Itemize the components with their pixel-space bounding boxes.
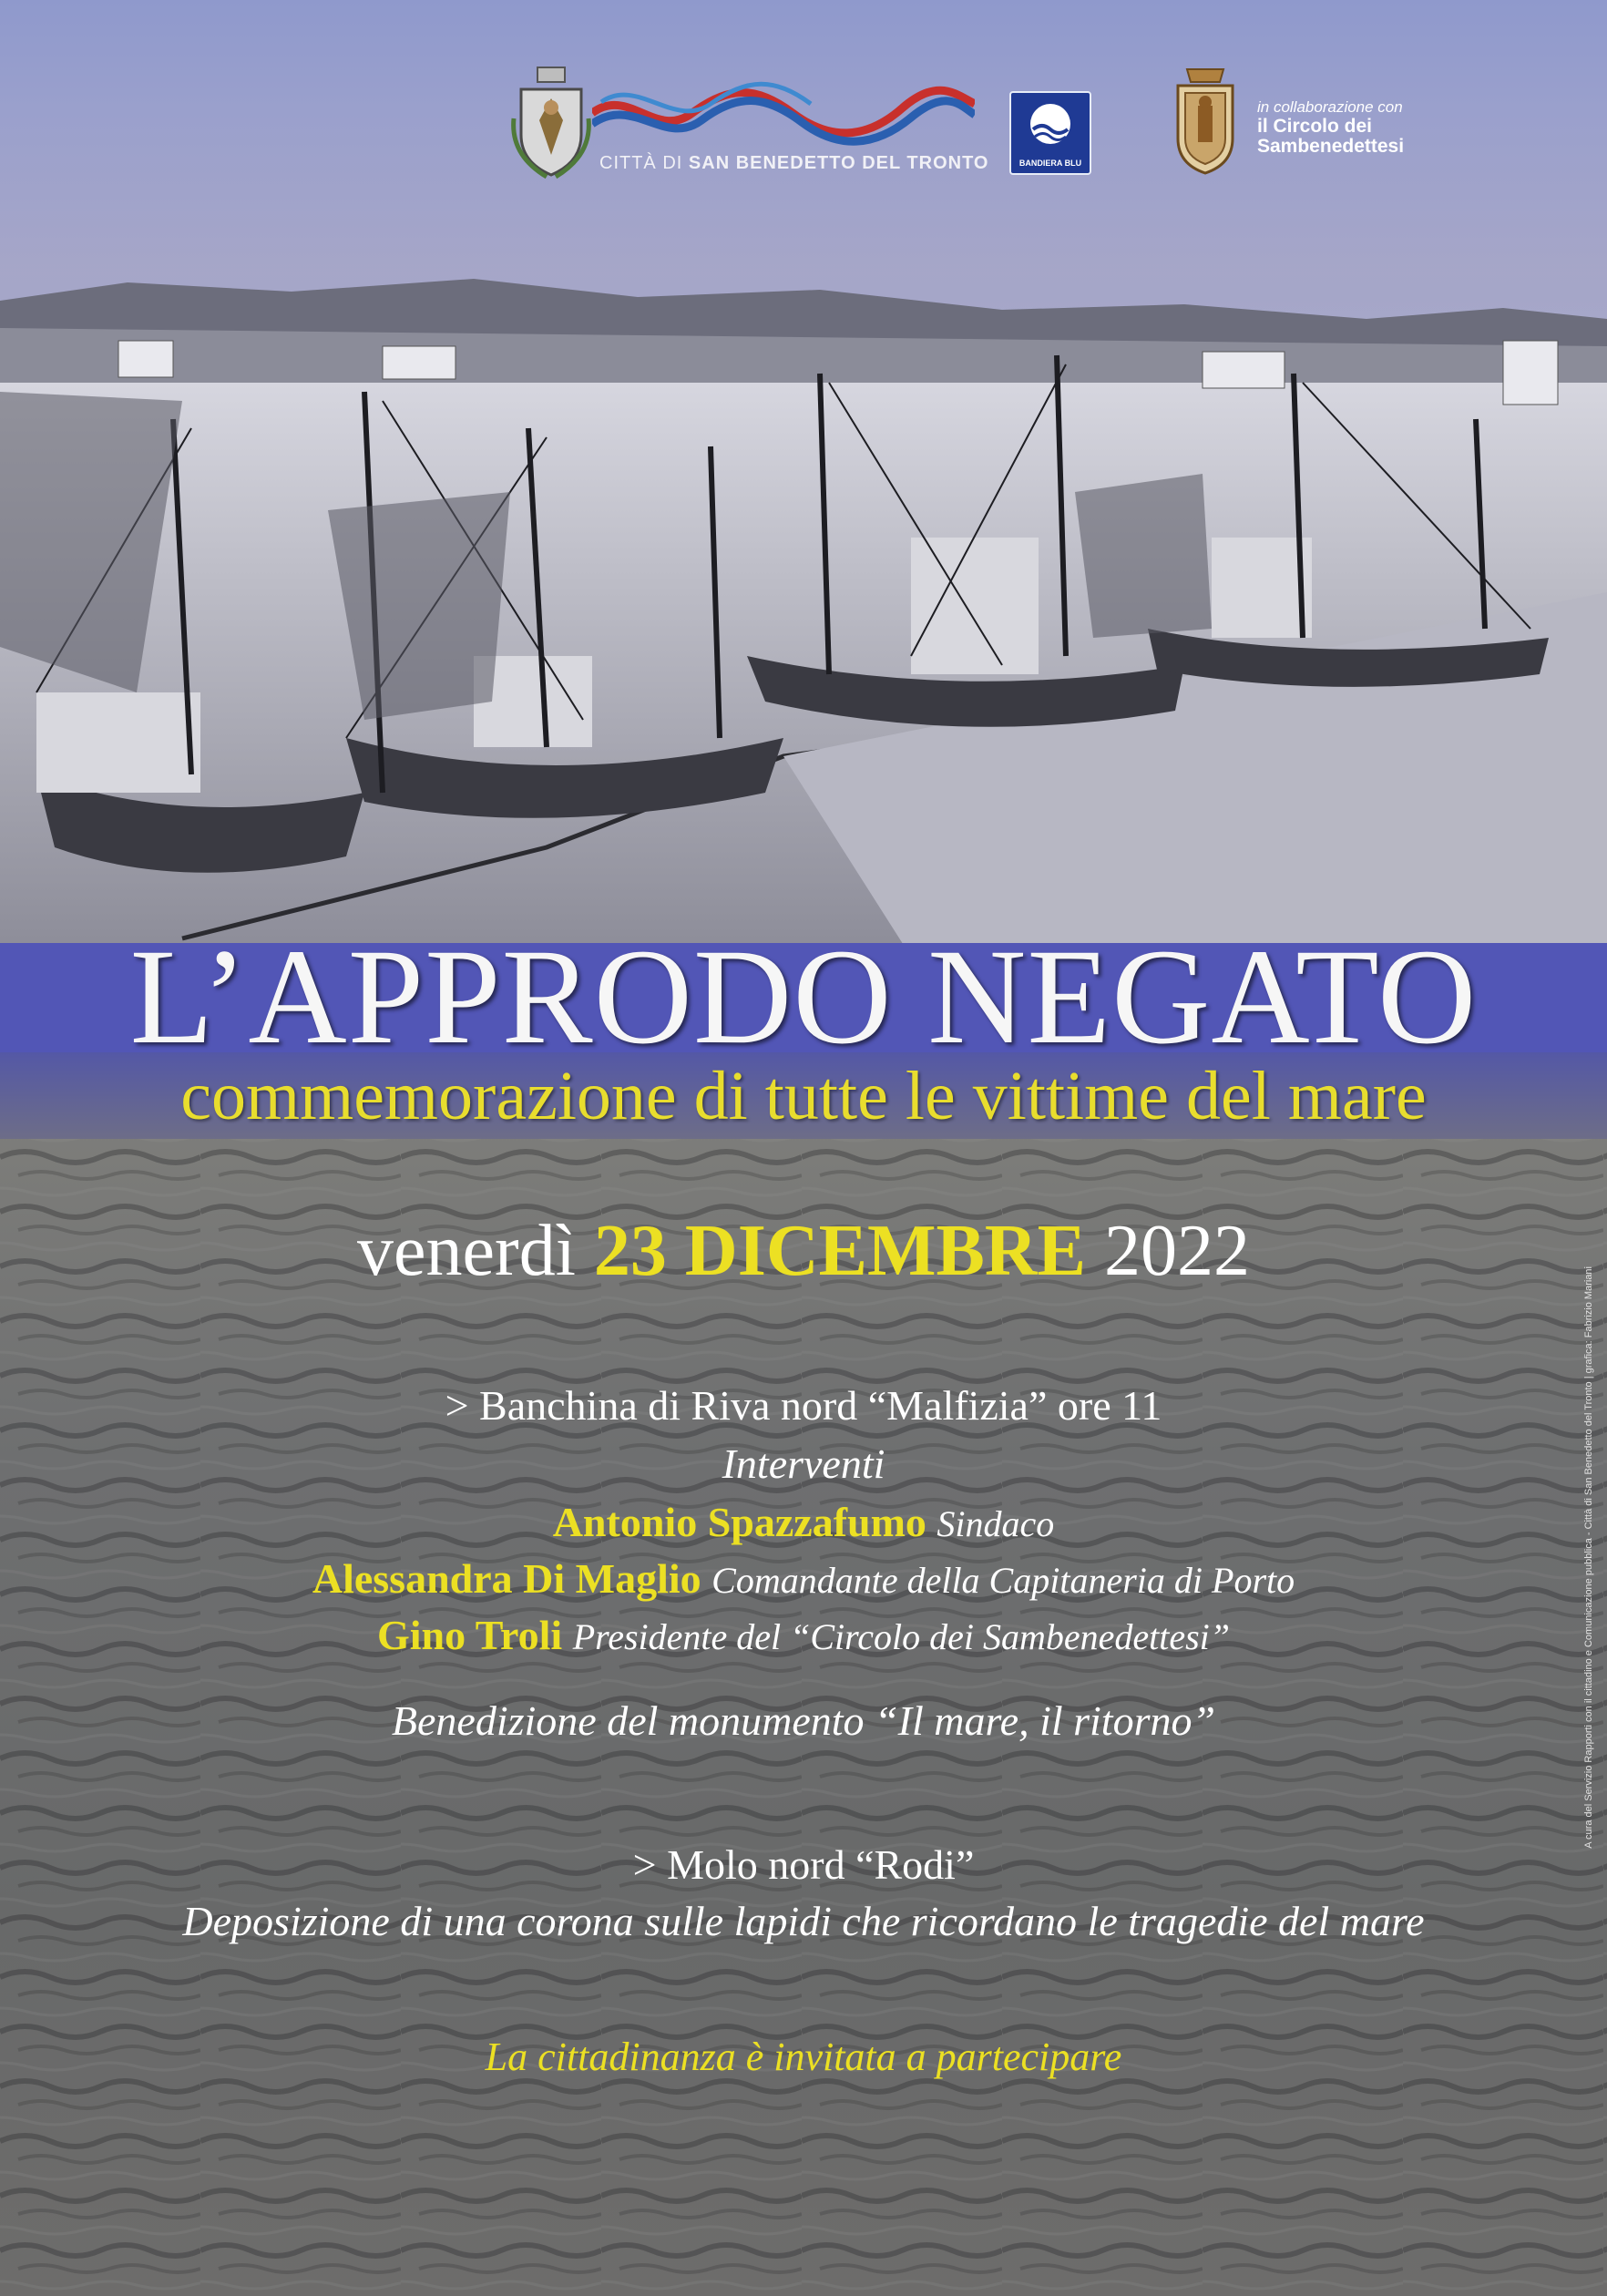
date-weekday: venerdì xyxy=(357,1211,576,1291)
city-crest-icon xyxy=(510,64,592,182)
city-name xyxy=(599,153,989,174)
blue-flag-icon xyxy=(1009,91,1091,175)
main-title: L’APPRODO NEGATO xyxy=(129,921,1478,1072)
wave-banner-icon xyxy=(592,77,975,149)
collaboration-block xyxy=(1257,98,1439,157)
speaker-role: Presidente del “Circolo dei Sambenedettesi” xyxy=(572,1616,1231,1657)
collab-name: il Circolo dei Sambenedettesi xyxy=(1257,116,1405,157)
location-1: > Banchina di Riva nord “Malfizia” ore 11 xyxy=(445,1382,1162,1429)
collab-intro: in collaborazione con xyxy=(1257,98,1403,116)
location-2: > Molo nord “Rodi” xyxy=(632,1841,975,1888)
deposition-line: Deposizione di una corona sulle lapidi che ricordano le tragedie del mare xyxy=(182,1898,1425,1944)
city-name-bold: SAN BENEDETTO DEL TRONTO xyxy=(688,153,989,173)
subtitle: commemorazione di tutte le vittime del mare xyxy=(180,1058,1427,1134)
date-day-month: 23 DICEMBRE xyxy=(593,1211,1086,1291)
speaker-name: Antonio Spazzafumo xyxy=(552,1499,926,1545)
circolo-crest-icon xyxy=(1171,66,1240,177)
blessing-line: Benedizione del monumento “Il mare, il ritorno” xyxy=(391,1697,1216,1744)
city-logo xyxy=(510,64,1002,182)
blue-flag-label: BANDIERA BLU xyxy=(1018,159,1082,168)
event-date xyxy=(0,1210,1607,1293)
speaker-name: Alessandra Di Maglio xyxy=(312,1555,701,1602)
speaker-row xyxy=(0,1611,1607,1659)
speaker-role: Comandante della Capitaneria di Porto xyxy=(711,1560,1295,1601)
speaker-role: Sindaco xyxy=(937,1503,1055,1544)
harbour-photo xyxy=(0,264,1607,957)
invitation-line: La cittadinanza è invitata a partecipare xyxy=(485,2035,1122,2079)
credit-text: A cura del Servizio Rapporti con il cittadino e Comunicazione pubblica - Città di San Benedetto del Tronto | grafica: Fabrizio Mariani xyxy=(1583,1266,1594,1849)
speaker-row xyxy=(0,1554,1607,1603)
city-prefix: CITTÀ DI xyxy=(599,153,683,173)
interventions-label: Interventi xyxy=(722,1440,885,1487)
speaker-name: Gino Troli xyxy=(376,1612,563,1658)
speaker-row xyxy=(0,1498,1607,1546)
date-year: 2022 xyxy=(1103,1211,1250,1291)
